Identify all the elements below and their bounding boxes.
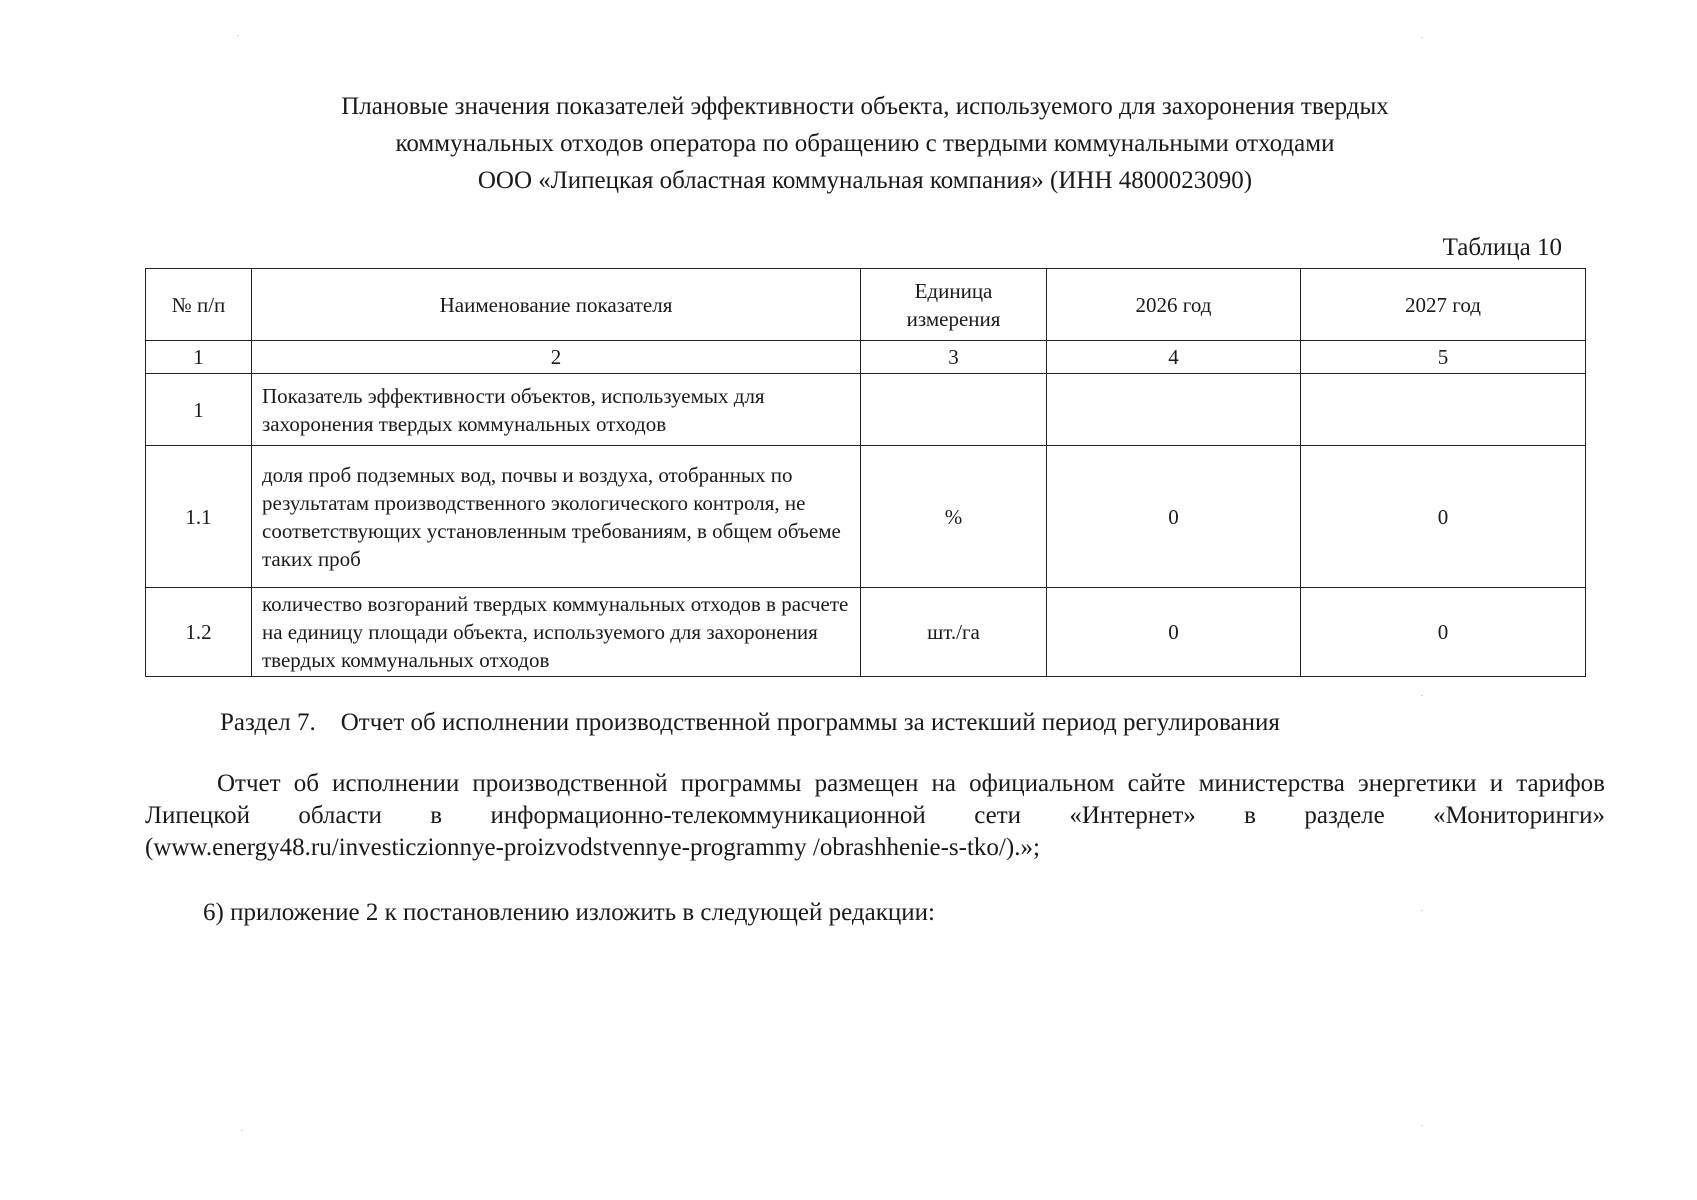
section-title: Отчет об исполнении производственной программы за истекший период регулирования — [340, 709, 1280, 736]
title-line-2: коммунальных отходов оператора по обращению с твердыми коммунальными отходами — [395, 130, 1335, 157]
value-2027 — [1301, 374, 1586, 446]
table-caption: Таблица 10 — [1442, 234, 1562, 261]
report-paragraph: Отчет об исполнении производственной программы размещен на официальном сайте министерства энергетики и тарифов Липецкой области в информационно-телекоммуникационной сети «Интернет» в разделе «Мониторинги» (www.energy48.ru/investiczionnye-proizvodstvennye-programmy /obrashhenie-s-tko/).»; — [145, 770, 1605, 861]
value-2026: 0 — [1047, 588, 1301, 677]
indicator-name: количество возгораний твердых коммунальных отходов в расчете на единицу площади объекта, используемого для захоронения твердых коммунальных отходов — [252, 588, 861, 677]
value-2026 — [1047, 374, 1301, 446]
indicators-table — [145, 268, 1586, 677]
value-2026: 0 — [1047, 446, 1301, 588]
unit-cell — [861, 374, 1047, 446]
table-header-row — [146, 269, 1586, 341]
table-row — [146, 588, 1586, 677]
title-line-1: Плановые значения показателей эффективности объекта, используемого для захоронения твердых — [341, 93, 1389, 120]
unit-cell: шт./га — [861, 588, 1047, 677]
header-2026 — [1047, 269, 1301, 341]
row-number: 1 — [146, 374, 252, 446]
row-number: 1.1 — [146, 446, 252, 588]
column-number-row — [146, 341, 1586, 374]
header-number — [146, 269, 252, 341]
section-heading — [220, 707, 1620, 739]
scan-speck: · — [1420, 905, 1424, 917]
column-number: 1 — [146, 341, 252, 374]
scan-speck: · — [1420, 32, 1424, 44]
row-number: 1.2 — [146, 588, 252, 677]
scan-speck: · — [1420, 690, 1424, 702]
section-number: Раздел 7. — [220, 709, 316, 736]
header-indicator-name-label: Наименование показателя — [439, 292, 673, 317]
column-number: 5 — [1301, 341, 1586, 374]
header-2027 — [1301, 269, 1586, 341]
document-title — [0, 88, 1697, 199]
scan-speck: · — [1420, 1120, 1424, 1132]
indicator-name: Показатель эффективности объектов, используемых для захоронения твердых коммунальных отходов — [252, 374, 861, 446]
title-line-3: ООО «Липецкая областная коммунальная компания» (ИНН 4800023090) — [477, 167, 1253, 194]
indicator-name: доля проб подземных вод, почвы и воздуха, отобранных по результатам производственного экологического контроля, не соответствующих установленным требованиям, в общем объеме таких проб — [252, 446, 861, 588]
value-2027: 0 — [1301, 588, 1586, 677]
header-unit-label: Единица измерения — [906, 278, 1001, 331]
column-number: 2 — [252, 341, 861, 374]
unit-cell: % — [861, 446, 1047, 588]
amendment-line: 6) приложение 2 к постановлению изложить в следующей редакции: — [203, 899, 935, 926]
header-2027-label: 2027 год — [1405, 292, 1481, 317]
header-number-label: № п/п — [171, 292, 226, 317]
column-number: 3 — [861, 341, 1047, 374]
column-number: 4 — [1047, 341, 1301, 374]
table-row — [146, 374, 1586, 446]
header-2026-label: 2026 год — [1135, 292, 1212, 317]
scan-speck: · — [236, 30, 240, 42]
value-2027: 0 — [1301, 446, 1586, 588]
header-indicator-name — [252, 269, 861, 341]
header-unit — [861, 269, 1047, 341]
table-row — [146, 446, 1586, 588]
scan-speck: · — [240, 1125, 244, 1137]
